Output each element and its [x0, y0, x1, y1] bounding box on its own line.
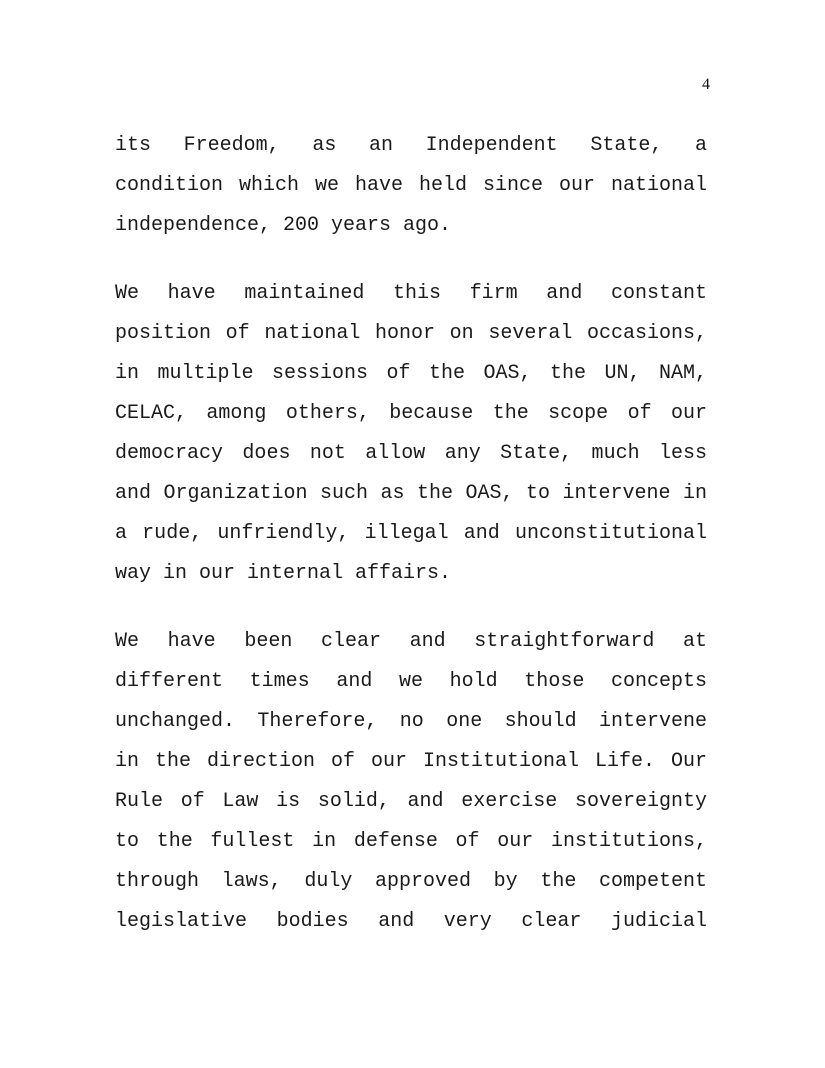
page-number: 4: [702, 76, 710, 93]
text-line: Rule of Law is solid, and exercise sovereignty: [115, 790, 707, 813]
text-line: in multiple sessions of the OAS, the UN, NAM,: [115, 362, 707, 385]
text-line: independence, 200 years ago.: [115, 214, 452, 237]
text-line: position of national honor on several occasions,: [115, 322, 707, 345]
text-line: unchanged. Therefore, no one should intervene: [115, 710, 707, 733]
text-line: We have maintained this firm and constant: [115, 282, 707, 305]
text-line: condition which we have held since our national: [115, 174, 707, 197]
paragraph-1: [115, 126, 707, 246]
text-line: way in our internal affairs.: [115, 562, 452, 585]
paragraph-3: [115, 622, 707, 942]
text-line: through laws, duly approved by the competent: [115, 870, 707, 893]
text-line: different times and we hold those concepts: [115, 670, 707, 693]
text-line: its Freedom, as an Independent State, a: [115, 134, 707, 157]
text-line: We have been clear and straightforward at: [115, 630, 707, 653]
body-text: [115, 126, 707, 970]
text-line: legislative bodies and very clear judicial: [115, 910, 707, 933]
text-line: democracy does not allow any State, much less: [115, 442, 707, 465]
text-line: CELAC, among others, because the scope of our: [115, 402, 707, 425]
text-line: and Organization such as the OAS, to intervene in: [115, 482, 707, 505]
text-line: in the direction of our Institutional Life. Our: [115, 750, 707, 773]
text-line: a rude, unfriendly, illegal and unconstitutional: [115, 522, 707, 545]
paragraph-2: [115, 274, 707, 594]
text-line: to the fullest in defense of our institutions,: [115, 830, 707, 853]
